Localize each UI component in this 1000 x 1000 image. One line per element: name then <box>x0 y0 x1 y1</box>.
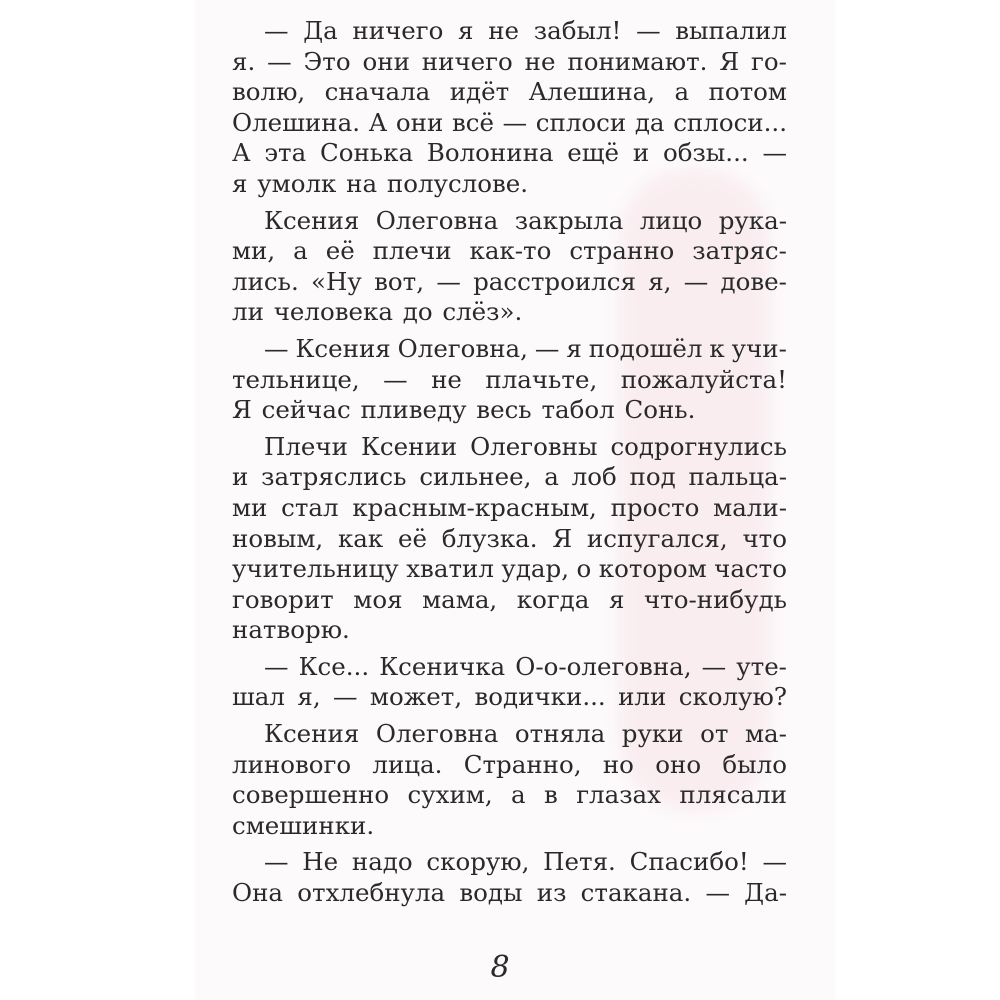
text-line: ми, а её плечи как-то странно затряс- <box>232 236 787 266</box>
text-line: и затряслись сильнее, а лоб под пальца- <box>232 462 787 492</box>
text-line: учительницу хватил удар, о котором часто <box>232 554 787 584</box>
text-line: Ксения Олеговна отняла руки от ма- <box>264 719 787 749</box>
text-line: Плечи Ксении Олеговны содрогнулись <box>264 431 787 461</box>
body-text <box>232 16 787 909</box>
text-line: Я сейчас пливеду весь табол Сонь. <box>232 395 696 425</box>
text-line: — Не надо скорую, Петя. Спасибо! — <box>264 847 787 877</box>
text-line: Ксения Олеговна закрыла лицо рука- <box>264 205 787 235</box>
text-line: Олешина. А они всё — сплоси да сплоси... <box>232 107 787 137</box>
text-line: линового лица. Странно, но оно было <box>232 749 787 779</box>
text-line: — Да ничего я не забыл! — выпалил <box>264 16 787 45</box>
text-line: натворю. <box>232 615 350 645</box>
text-line: волю, сначала идёт Алешина, а потом <box>232 77 787 107</box>
text-line: — Ксе... Ксеничка О-о-олеговна, — уте- <box>264 651 787 681</box>
page-number: 8 <box>490 950 510 985</box>
text-line: новым, как её блузка. Я испугался, что <box>232 523 787 553</box>
text-line: тельнице, — не плачьте, пожалуйста! <box>232 364 787 394</box>
text-line: смешинки. <box>232 810 375 840</box>
text-line: я умолк на полуслове. <box>232 168 529 198</box>
text-line: ми стал красным-красным, просто мали- <box>232 492 787 522</box>
text-line: совершенно сухим, а в глазах плясали <box>232 780 787 810</box>
text-line: — Ксения Олеговна, — я подошёл к учи- <box>264 333 787 363</box>
text-line: лись. «Ну вот, — расстроился я, — дове- <box>232 266 787 296</box>
text-line: ли человека до слёз». <box>232 297 523 327</box>
text-line: шал я, — может, водички... или сколую? <box>232 682 787 712</box>
text-line: я. — Это они ничего не понимают. Я го- <box>232 46 787 76</box>
text-line: говорит моя мама, когда я что-нибудь <box>232 584 787 614</box>
text-line: Она отхлебнула воды из стакана. — Да- <box>232 878 787 908</box>
text-line: А эта Сонька Волонина ещё и обзы... — <box>232 138 787 168</box>
